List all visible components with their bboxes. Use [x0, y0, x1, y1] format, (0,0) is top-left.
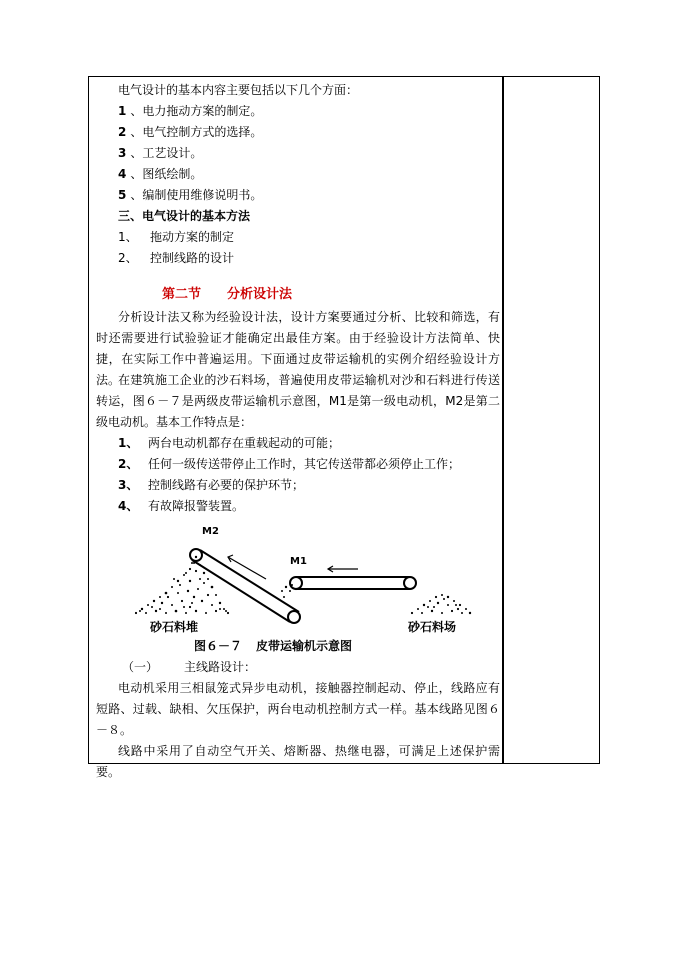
- arrow-m1: [328, 566, 358, 572]
- paragraph-main-circuit: 电动机采用三相鼠笼式异步电动机，接触器控制起动、停止，线路应有短路、过载、缺相、欠压保护，两台电动机控制方式一样。基本线路见图６－８。: [96, 681, 500, 737]
- feature-item-2: [96, 454, 500, 475]
- caption-number: 图６－７: [194, 639, 243, 653]
- intro-item-number: 5: [118, 188, 127, 202]
- section-heading: [96, 283, 500, 307]
- method-text: 拖动方案的制定: [150, 230, 235, 244]
- feature-number: 3、: [118, 478, 139, 492]
- figure-caption: [96, 635, 500, 657]
- paragraph-conveyor-intro: 在建筑施工企业的沙石料场，普遍使用皮带运输机对沙和石料进行传送转运，图６－７是两级皮带运输机示意图，M1是第一级电动机，M2是第二级电动机。基本工作特点是：: [96, 373, 500, 429]
- method-item-2: [96, 248, 500, 269]
- main-circuit-heading-number: （一）: [122, 660, 159, 674]
- feature-text: 任何一级传送带停止工作时，其它传送带都必须停止工作；: [148, 457, 461, 471]
- label-sand-pile: 砂石料堆: [150, 620, 199, 634]
- intro-item-text: 、电力拖动方案的制定。: [130, 104, 263, 118]
- intro-lead: 电气设计的基本内容主要包括以下几个方面：: [118, 83, 359, 97]
- table-column-divider: [502, 76, 504, 764]
- intro-item-5: [96, 185, 500, 206]
- intro-item-2: [96, 122, 500, 143]
- transfer-spill: [281, 584, 297, 598]
- sand-pile-right: [411, 594, 471, 614]
- feature-item-3: [96, 475, 500, 496]
- main-content-cell: [96, 80, 500, 783]
- intro-item-4: [96, 164, 500, 185]
- belt-m2: [190, 549, 300, 623]
- intro-item-number: 2: [118, 125, 127, 139]
- section-title: 分析设计法: [227, 287, 293, 302]
- paragraph-analysis-method: 分析设计法又称为经验设计法，设计方案要通过分析、比较和筛选，有时还需要进行试验验证才能确定出最佳方案。由于经验设计方法简单、快捷，在实际工作中普遍运用。下面通过皮带运输机的实例介绍经验设计方法。: [96, 310, 500, 387]
- intro-item-text: 、图纸绘制。: [130, 167, 203, 181]
- method-number: 2、: [118, 251, 138, 265]
- intro-item-number: 4: [118, 167, 127, 181]
- intro-item-number: 1: [118, 104, 127, 118]
- feature-text: 控制线路有必要的保护环节；: [148, 478, 305, 492]
- motor-label-m1: M1: [290, 556, 307, 567]
- feature-item-1: [96, 433, 500, 454]
- conveyor-figure: [96, 517, 500, 635]
- feature-number: 2、: [118, 457, 139, 471]
- arrow-m2: [228, 555, 266, 579]
- label-sand-yard: 砂石料场: [408, 620, 457, 634]
- motor-label-m2: M2: [202, 526, 219, 537]
- main-circuit-heading-text: 主线路设计：: [184, 660, 257, 674]
- feature-text: 有故障报警装置。: [148, 499, 245, 513]
- sand-pile-left: [135, 556, 229, 614]
- section-number: 第二节: [162, 287, 202, 302]
- method-number: 1、: [118, 230, 138, 244]
- methods-heading: 三、电气设计的基本方法: [118, 209, 251, 223]
- caption-text: 皮带运输机示意图: [256, 639, 353, 653]
- feature-number: 4、: [118, 499, 139, 513]
- intro-item-text: 、电气控制方式的选择。: [130, 125, 263, 139]
- feature-text: 两台电动机都存在重载起动的可能；: [148, 436, 341, 450]
- intro-item-1: [96, 101, 500, 122]
- feature-number: 1、: [118, 436, 139, 450]
- belt-m1: [290, 577, 416, 589]
- intro-item-3: [96, 143, 500, 164]
- intro-item-text: 、工艺设计。: [130, 146, 203, 160]
- method-text: 控制线路的设计: [150, 251, 235, 265]
- intro-item-text: 、编制使用维修说明书。: [130, 188, 263, 202]
- paragraph-protection: 线路中采用了自动空气开关、熔断器、热继电器，可满足上述保护需要。: [96, 744, 500, 779]
- feature-item-4: [96, 496, 500, 517]
- intro-item-number: 3: [118, 146, 127, 160]
- main-circuit-heading: [96, 657, 500, 678]
- method-item-1: [96, 227, 500, 248]
